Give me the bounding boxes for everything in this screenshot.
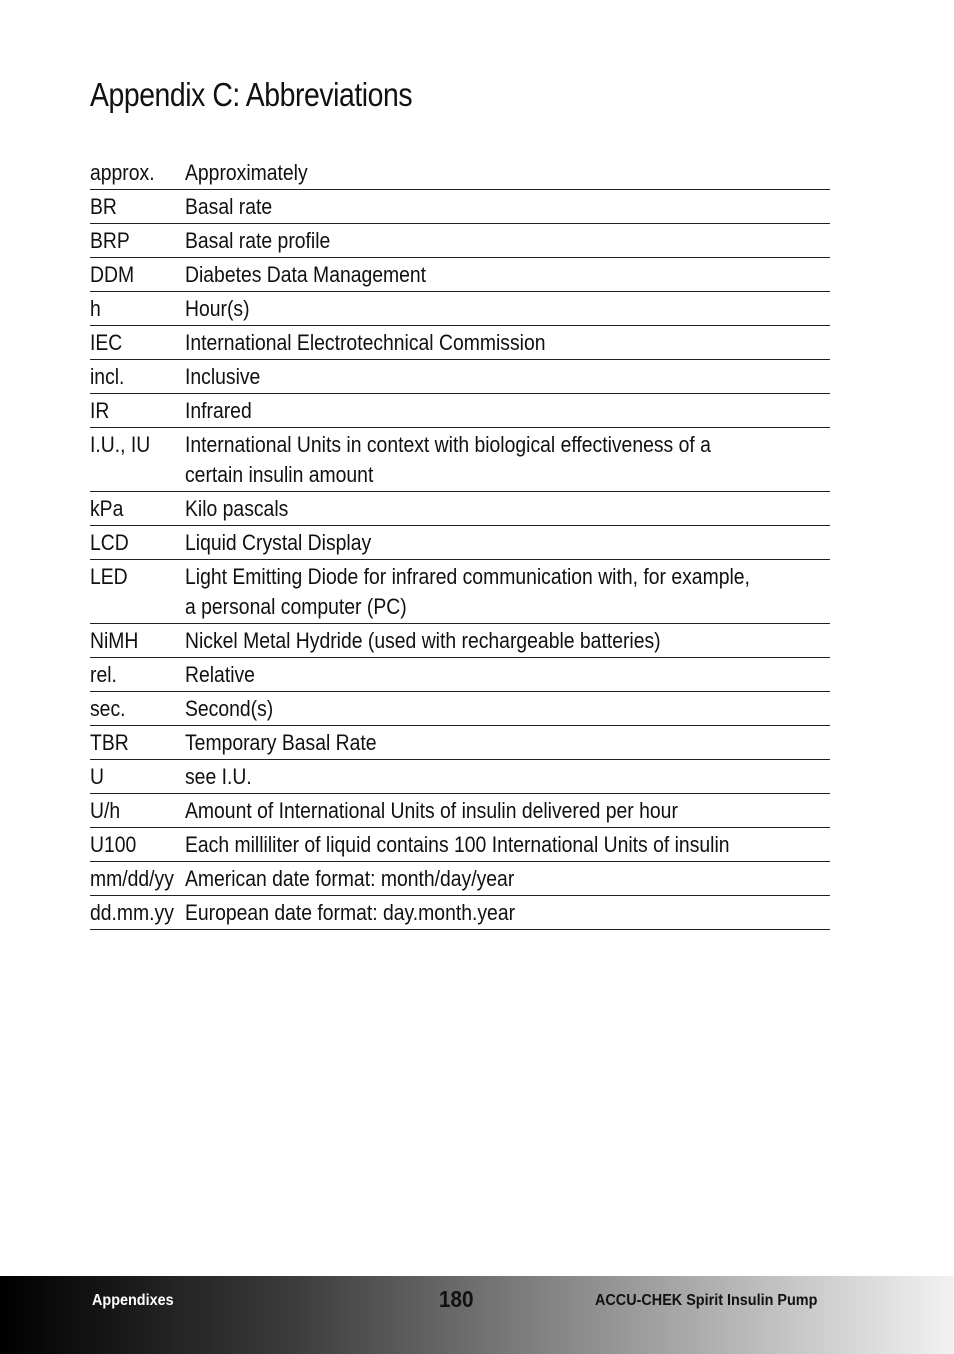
page-title: Appendix C: Abbreviations	[90, 76, 413, 113]
abbreviation-term: IR	[90, 398, 110, 423]
abbreviation-definition: Inclusive	[185, 364, 261, 389]
abbreviation-definition: Nickel Metal Hydride (used with rechargeable batteries)	[185, 628, 661, 653]
footer-product-name: ACCU-CHEK Spirit Insulin Pump	[595, 1292, 818, 1309]
abbreviation-term: mm/dd/yy	[90, 866, 174, 891]
abbreviation-definition: Second(s)	[185, 696, 274, 721]
table-row	[90, 326, 830, 360]
abbreviation-cell	[90, 326, 185, 360]
footer-page-number: 180	[439, 1286, 474, 1312]
definition-cell	[185, 258, 830, 292]
table-row	[90, 360, 830, 394]
definition-cell	[185, 360, 830, 394]
abbreviation-term: NiMH	[90, 628, 139, 653]
abbreviation-definition: American date format: month/day/year	[185, 866, 515, 891]
abbreviation-term: incl.	[90, 364, 125, 389]
abbreviation-term: DDM	[90, 262, 135, 287]
definition-cell	[185, 526, 830, 560]
table-row	[90, 624, 830, 658]
table-row	[90, 726, 830, 760]
abbreviation-cell	[90, 190, 185, 224]
abbreviation-term: approx.	[90, 160, 155, 185]
table-row	[90, 292, 830, 326]
abbreviations-table	[90, 156, 830, 930]
abbreviation-definition: Hour(s)	[185, 296, 250, 321]
footer-section-label: Appendixes	[92, 1292, 174, 1309]
abbreviation-definition: Kilo pascals	[185, 496, 289, 521]
abbreviation-cell	[90, 394, 185, 428]
abbreviation-definition: International Electrotechnical Commission	[185, 330, 546, 355]
abbreviation-cell	[90, 258, 185, 292]
abbreviation-definition: Each milliliter of liquid contains 100 International Units of insulin	[185, 832, 730, 857]
abbreviation-definition: Diabetes Data Management	[185, 262, 427, 287]
table-row	[90, 258, 830, 292]
definition-cell	[185, 428, 830, 492]
abbreviation-cell	[90, 360, 185, 394]
definition-cell	[185, 760, 830, 794]
abbreviation-cell	[90, 726, 185, 760]
table-row	[90, 560, 830, 624]
table-row	[90, 492, 830, 526]
definition-cell	[185, 492, 830, 526]
abbreviation-cell	[90, 526, 185, 560]
table-row	[90, 156, 830, 190]
abbreviation-term: LED	[90, 564, 128, 589]
definition-cell	[185, 896, 830, 930]
definition-cell	[185, 726, 830, 760]
definition-cell	[185, 224, 830, 258]
abbreviation-definition: European date format: day.month.year	[185, 900, 516, 925]
abbreviation-definition: Relative	[185, 662, 256, 687]
abbreviation-term: U	[90, 764, 104, 789]
abbreviation-term: dd.mm.yy	[90, 900, 174, 925]
table-row	[90, 658, 830, 692]
abbreviation-definition: Basal rate	[185, 194, 273, 219]
abbreviation-definition: see I.U.	[185, 764, 253, 789]
abbreviation-cell	[90, 896, 185, 930]
abbreviation-cell	[90, 492, 185, 526]
abbreviation-cell	[90, 224, 185, 258]
abbreviation-definition: Basal rate profile	[185, 228, 331, 253]
table-row	[90, 190, 830, 224]
abbreviation-definition: Amount of International Units of insulin delivered per hour	[185, 798, 679, 823]
table-row	[90, 828, 830, 862]
abbreviation-term: U/h	[90, 798, 121, 823]
definition-cell	[185, 862, 830, 896]
abbreviation-definition: Infrared	[185, 398, 253, 423]
abbreviation-definition: Liquid Crystal Display	[185, 530, 372, 555]
definition-cell	[185, 560, 830, 624]
table-row	[90, 692, 830, 726]
abbreviation-cell	[90, 794, 185, 828]
abbreviation-term: rel.	[90, 662, 117, 687]
abbreviation-definition: Approximately	[185, 160, 309, 185]
abbreviation-cell	[90, 828, 185, 862]
definition-cell	[185, 624, 830, 658]
abbreviations-table-body	[90, 156, 830, 930]
table-row	[90, 794, 830, 828]
abbreviation-cell	[90, 428, 185, 492]
table-row	[90, 896, 830, 930]
definition-cell	[185, 828, 830, 862]
definition-cell	[185, 326, 830, 360]
abbreviation-definition: International Units in context with biological effectiveness of a certain insulin amount	[185, 432, 712, 487]
abbreviation-term: h	[90, 296, 101, 321]
abbreviation-cell	[90, 692, 185, 726]
table-row	[90, 526, 830, 560]
definition-cell	[185, 658, 830, 692]
definition-cell	[185, 692, 830, 726]
abbreviation-cell	[90, 624, 185, 658]
table-row	[90, 428, 830, 492]
table-row	[90, 760, 830, 794]
definition-cell	[185, 794, 830, 828]
abbreviation-term: IEC	[90, 330, 123, 355]
table-row	[90, 394, 830, 428]
definition-cell	[185, 190, 830, 224]
abbreviation-term: U100	[90, 832, 137, 857]
abbreviation-cell	[90, 658, 185, 692]
abbreviation-cell	[90, 760, 185, 794]
abbreviation-cell	[90, 156, 185, 190]
table-row	[90, 224, 830, 258]
abbreviation-definition: Temporary Basal Rate	[185, 730, 377, 755]
abbreviation-cell	[90, 292, 185, 326]
definition-cell	[185, 394, 830, 428]
abbreviation-term: BR	[90, 194, 117, 219]
abbreviation-term: TBR	[90, 730, 129, 755]
abbreviation-cell	[90, 560, 185, 624]
abbreviation-term: sec.	[90, 696, 126, 721]
abbreviation-term: BRP	[90, 228, 130, 253]
definition-cell	[185, 292, 830, 326]
definition-cell	[185, 156, 830, 190]
abbreviation-term: I.U., IU	[90, 432, 151, 457]
abbreviation-term: kPa	[90, 496, 124, 521]
abbreviation-definition: Light Emitting Diode for infrared communication with, for example, a personal computer (PC)	[185, 564, 751, 619]
abbreviation-cell	[90, 862, 185, 896]
page-footer	[0, 1276, 954, 1354]
table-row	[90, 862, 830, 896]
abbreviation-term: LCD	[90, 530, 129, 555]
